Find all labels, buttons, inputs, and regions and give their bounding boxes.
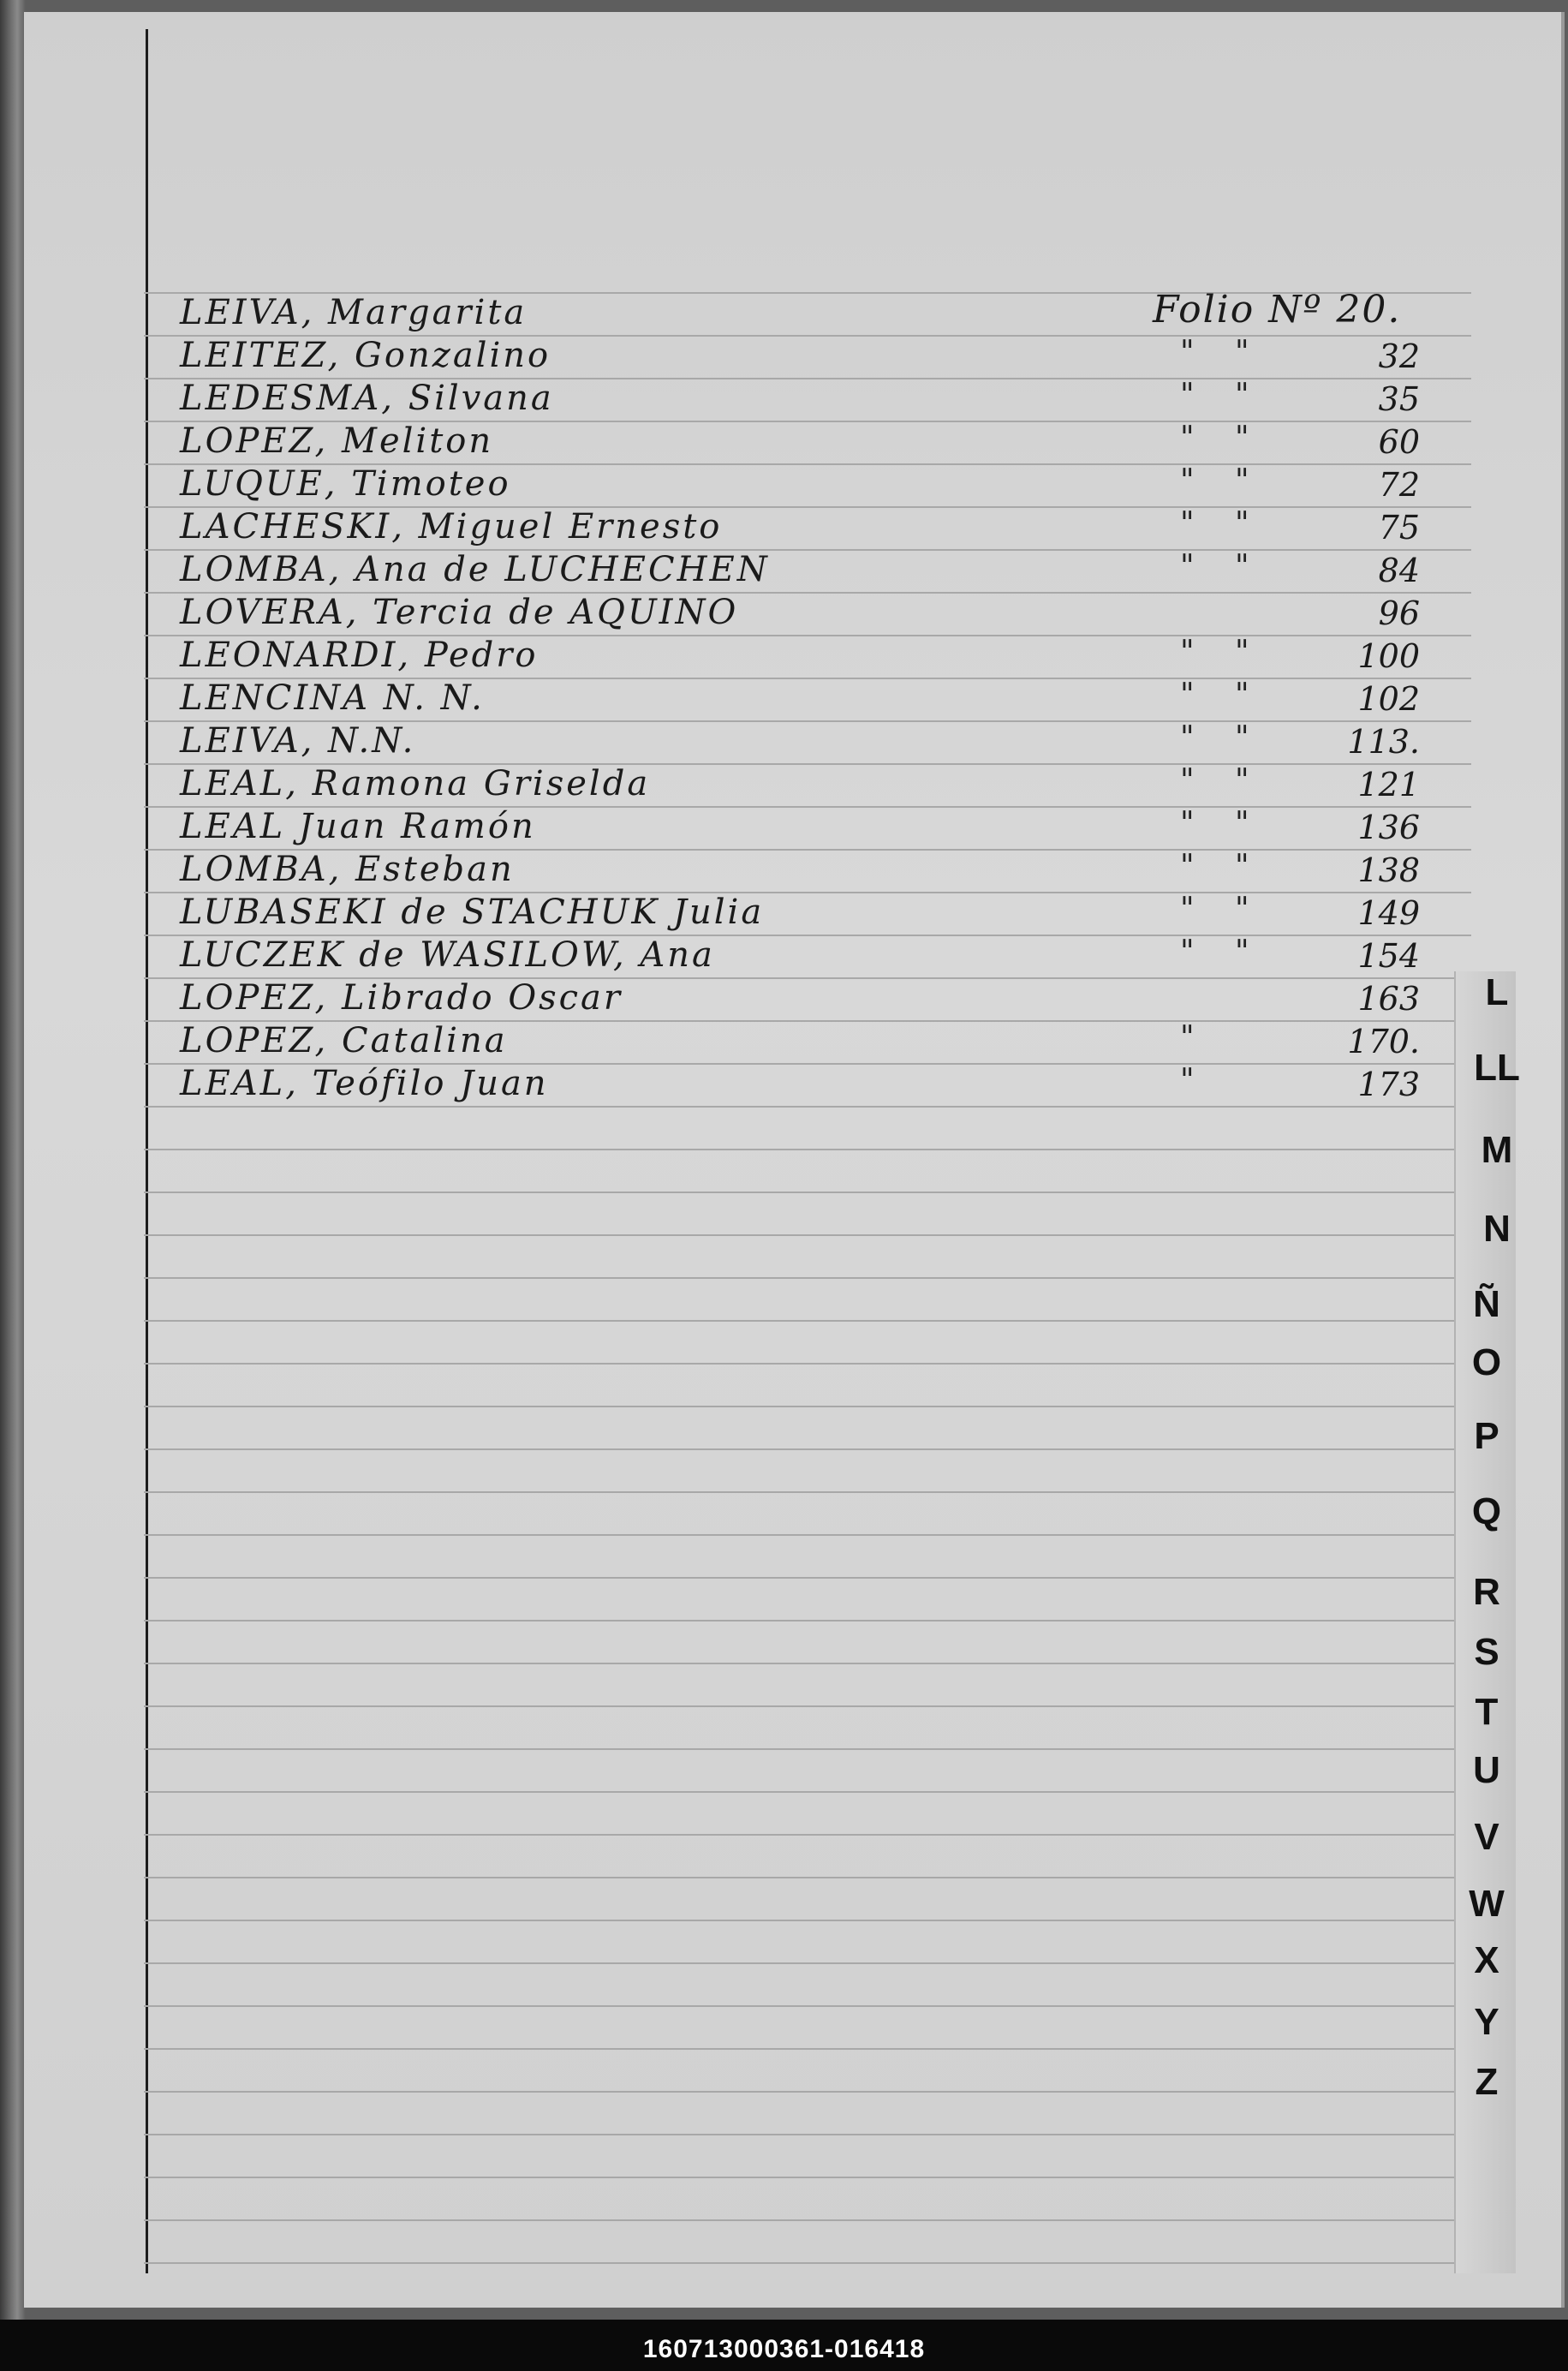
- alphabet-tab-x[interactable]: X: [1474, 1939, 1499, 1981]
- entry-name: LOPEZ, Catalina: [180, 1021, 508, 1060]
- index-entry: [152, 978, 1488, 1021]
- entry-name: LEAL, Ramona Griselda: [180, 764, 651, 803]
- folio-number: 96: [1378, 594, 1420, 632]
- index-entry: [152, 893, 1488, 935]
- folio-number: 163: [1357, 980, 1420, 1018]
- index-entry: [152, 764, 1488, 807]
- alphabet-tab-ll[interactable]: LL: [1474, 1047, 1520, 1089]
- document-id: 160713000361-016418: [642, 2335, 926, 2363]
- ditto-marks: " ": [1180, 806, 1265, 841]
- entry-name: LOVERA, Tercia de AQUINO: [180, 593, 739, 632]
- ditto-marks: " ": [1180, 635, 1265, 670]
- alphabet-tab-p[interactable]: P: [1474, 1415, 1499, 1457]
- entry-name: LEONARDI, Pedro: [180, 636, 539, 675]
- ditto-marks: " ": [1180, 549, 1265, 584]
- entry-name: LOMBA, Ana de LUCHECHEN: [180, 550, 770, 589]
- folio-number: 84: [1378, 552, 1420, 589]
- index-entry: [152, 293, 1488, 336]
- alphabet-tab-m[interactable]: M: [1481, 1129, 1513, 1171]
- entry-name: LUCZEK de WASILOW, Ana: [180, 935, 715, 975]
- entry-name: LEAL, Teófilo Juan: [180, 1064, 549, 1103]
- alphabet-tab-r[interactable]: R: [1473, 1571, 1500, 1613]
- ditto-marks: " ": [1180, 892, 1265, 927]
- alphabet-tab-v[interactable]: V: [1474, 1816, 1499, 1858]
- folio-number: 149: [1357, 894, 1420, 932]
- folio-number: 102: [1357, 680, 1420, 718]
- ditto-marks: " ": [1180, 678, 1265, 713]
- ditto-marks: " ": [1180, 720, 1265, 755]
- index-entry: [152, 336, 1488, 379]
- alphabet-tab-z[interactable]: Z: [1475, 2061, 1499, 2103]
- ditto-marks: " ": [1180, 378, 1265, 413]
- entry-name: LEDESMA, Silvana: [180, 379, 554, 418]
- alphabet-tab-s[interactable]: S: [1474, 1631, 1499, 1673]
- ledger-page: [24, 12, 1565, 2308]
- entry-name: LEIVA, N.N.: [180, 721, 416, 761]
- folio-number: 154: [1357, 937, 1420, 975]
- ditto-marks: " ": [1180, 335, 1265, 370]
- folio-number: 35: [1378, 380, 1420, 418]
- ditto-marks: " ": [1180, 849, 1265, 884]
- alphabet-tab-y[interactable]: Y: [1474, 2001, 1499, 2043]
- folio-number: 60: [1378, 423, 1420, 461]
- folio-number: 138: [1357, 851, 1420, 889]
- index-entry: [152, 464, 1488, 507]
- index-entry: [152, 1021, 1488, 1064]
- alphabet-tab-n[interactable]: N: [1483, 1208, 1511, 1250]
- folio-number: 136: [1357, 809, 1420, 846]
- entry-name: LUQUE, Timoteo: [180, 464, 511, 504]
- ditto-marks: " ": [1180, 935, 1265, 970]
- entry-name: LENCINA N. N.: [180, 678, 485, 718]
- alphabet-tab-l[interactable]: L: [1485, 971, 1509, 1013]
- entry-name: LOMBA, Esteban: [180, 850, 515, 889]
- ditto-marks: ": [1180, 1020, 1210, 1055]
- alphabet-tab-o[interactable]: O: [1471, 1341, 1502, 1383]
- entry-name: LEITEZ, Gonzalino: [180, 336, 551, 375]
- index-entry: [152, 807, 1488, 850]
- index-entry: [152, 379, 1488, 421]
- alphabet-tab-ñ[interactable]: Ñ: [1473, 1283, 1500, 1325]
- alphabet-tab-w[interactable]: W: [1469, 1883, 1505, 1925]
- index-entry: [152, 550, 1488, 593]
- ditto-marks: ": [1180, 1063, 1210, 1098]
- index-entry: [152, 636, 1488, 678]
- folio-number: 100: [1357, 637, 1420, 675]
- alphabet-tabs: [1441, 971, 1561, 2171]
- folio-number: 173: [1357, 1066, 1420, 1103]
- folio-number: 32: [1378, 337, 1420, 375]
- index-entry: [152, 1064, 1488, 1107]
- index-entry: [152, 421, 1488, 464]
- ditto-marks: " ": [1180, 421, 1265, 456]
- index-entry: [152, 593, 1488, 636]
- alphabet-tab-q[interactable]: Q: [1471, 1490, 1502, 1532]
- folio-number: 75: [1378, 509, 1420, 546]
- entry-name: LEAL Juan Ramón: [180, 807, 536, 846]
- index-entries: [24, 12, 1561, 2308]
- folio-number: 72: [1378, 466, 1420, 504]
- ditto-marks: " ": [1180, 463, 1265, 499]
- index-entry: [152, 935, 1488, 978]
- index-entry: [152, 507, 1488, 550]
- ditto-marks: " ": [1180, 763, 1265, 798]
- folio-number: 113.: [1347, 723, 1420, 761]
- entry-name: LEIVA, Margarita: [180, 293, 528, 332]
- folio-header: Folio Nº 20.: [1153, 288, 1402, 331]
- alphabet-tab-u[interactable]: U: [1473, 1749, 1500, 1791]
- ditto-marks: " ": [1180, 506, 1265, 541]
- folio-number: 121: [1357, 766, 1420, 803]
- entry-name: LOPEZ, Librado Oscar: [180, 978, 623, 1018]
- index-entry: [152, 721, 1488, 764]
- alphabet-tab-t[interactable]: T: [1475, 1691, 1499, 1733]
- folio-number: 170.: [1347, 1023, 1420, 1060]
- entry-name: LACHESKI, Miguel Ernesto: [180, 507, 723, 546]
- index-entry: [152, 678, 1488, 721]
- entry-name: LOPEZ, Meliton: [180, 421, 494, 461]
- entry-name: LUBASEKI de STACHUK Julia: [180, 893, 765, 932]
- index-entry: [152, 850, 1488, 893]
